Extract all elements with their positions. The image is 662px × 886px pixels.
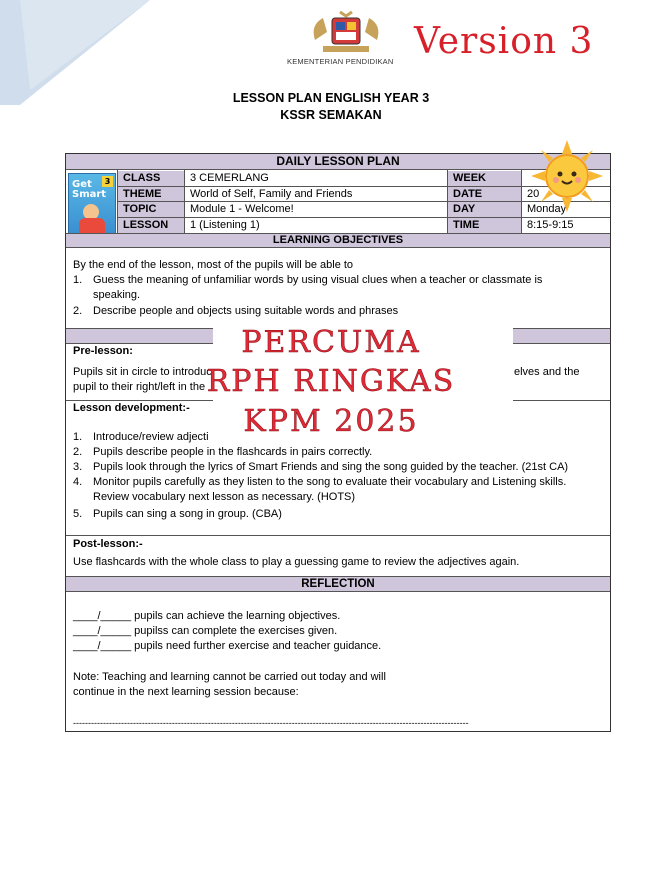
step-1: Introduce/review adjecti [93, 431, 209, 443]
crest-logo [305, 10, 387, 56]
ministry-label: KEMENTERIAN PENDIDIKAN [287, 57, 394, 66]
promo-line-3: KPM 2025 [243, 404, 419, 439]
step-number-1: 1. [73, 431, 83, 443]
pre-lesson-line-2: pupil to their right/left in the [73, 381, 206, 393]
objective-number-2: 2. [73, 305, 83, 317]
lesson-plan-table [65, 153, 611, 732]
pre-lesson-line-1-start: Pupils sit in circle to introduc [73, 366, 212, 378]
reflection-note-line-1: Note: Teaching and learning cannot be carried out today and will [73, 671, 386, 683]
book-illustration-body [79, 218, 105, 234]
step-number-2: 2. [73, 446, 83, 458]
post-lesson-heading: Post-lesson:- [73, 538, 143, 550]
lesson-value: 1 (Listening 1) [190, 219, 260, 231]
step-number-5: 5. [73, 508, 83, 520]
day-value: Monday [527, 203, 567, 215]
objectives-heading: LEARNING OBJECTIVES [66, 233, 610, 248]
textbook-cover [68, 173, 116, 235]
reflection-dashes: ------------------------------------------------------------------------------------------------------------------------------------ [73, 718, 469, 728]
theme-label: THEME [118, 187, 184, 201]
post-lesson-text: Use flashcards with the whole class to play a guessing game to review the adjectives again. [73, 556, 520, 568]
day-label: DAY [448, 202, 521, 217]
lesson-label: LESSON [118, 218, 184, 233]
document-subtitle: KSSR SEMAKAN [280, 108, 382, 122]
plan-heading: DAILY LESSON PLAN [66, 154, 610, 170]
pre-lesson-line-1-end: elves and the [514, 366, 580, 378]
step-4-line-1: Monitor pupils carefully as they listen to the song to evaluate their vocabulary and Listening skills. [93, 476, 567, 488]
reflection-note-line-2: continue in the next learning session because: [73, 686, 299, 698]
pre-lesson-heading: Pre-lesson: [73, 345, 133, 357]
theme-value: World of Self, Family and Friends [190, 188, 353, 200]
objectives-intro: By the end of the lesson, most of the pupils will be able to [73, 259, 354, 271]
promo-line-2: RPH RINGKAS [206, 364, 456, 399]
topic-label: TOPIC [118, 202, 184, 217]
class-label: CLASS [118, 171, 184, 186]
reflection-heading: REFLECTION [66, 576, 610, 592]
objective-1-line-2: speaking. [93, 289, 141, 301]
step-3: Pupils look through the lyrics of Smart Friends and sing the song guided by the teacher. (21st CA) [93, 461, 569, 473]
class-value: 3 CEMERLANG [190, 172, 269, 184]
book-number: 3 [102, 176, 113, 187]
sun-icon [531, 140, 603, 212]
topic-value: Module 1 - Welcome! [190, 203, 294, 215]
reflection-line-3: ____/_____ pupils need further exercise and teacher guidance. [73, 640, 382, 652]
corner-decoration [0, 0, 150, 105]
date-value: 20 [527, 188, 540, 200]
reflection-line-1: ____/_____ pupils can achieve the learning objectives. [73, 610, 341, 622]
step-2: Pupils describe people in the flashcards in pairs correctly. [93, 446, 373, 458]
objective-2: Describe people and objects using suitable words and phrases [93, 305, 399, 317]
date-label: DATE [448, 187, 521, 201]
reflection-line-2: ____/_____ pupilss can complete the exercises given. [73, 625, 338, 637]
version-label: Version 3 [414, 21, 594, 62]
step-4-line-2: Review vocabulary next lesson as necessary. (HOTS) [93, 491, 356, 503]
step-5: Pupils can sing a song in group. (CBA) [93, 508, 282, 520]
promo-line-1: PERCUMA [241, 325, 421, 360]
book-title: Get Smart [72, 179, 107, 200]
week-label: WEEK [448, 171, 521, 186]
step-number-3: 3. [73, 461, 83, 473]
step-number-4: 4. [73, 476, 83, 488]
time-value: 8:15-9:15 [527, 219, 574, 231]
objective-1-line-1: Guess the meaning of unfamiliar words by using visual clues when a teacher or classmate is [93, 274, 543, 286]
document-title: LESSON PLAN ENGLISH YEAR 3 [232, 91, 430, 105]
time-label: TIME [448, 218, 521, 233]
development-heading: Lesson development:- [73, 402, 190, 414]
objective-number-1: 1. [73, 274, 83, 286]
